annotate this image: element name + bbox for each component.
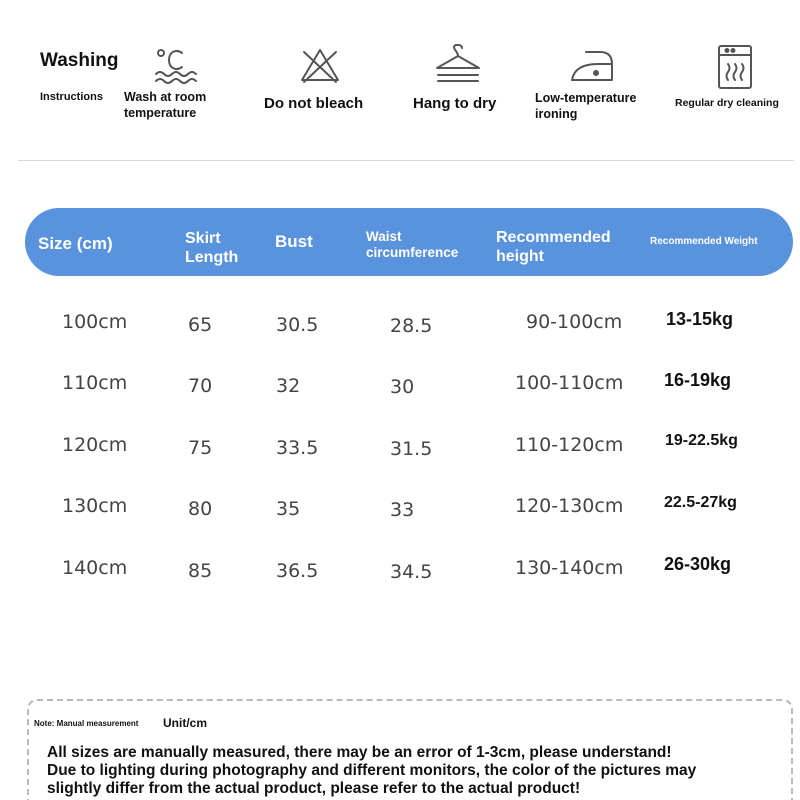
cell-weight: 22.5-27kg [664,494,737,511]
wash-label: Wash at room temperature [124,90,207,120]
cell-waist: 34.5 [390,561,433,583]
cell-waist: 30 [390,376,415,398]
cell-waist: 28.5 [390,315,433,337]
cell-bust: 32 [276,375,301,397]
cell-skirt-length: 70 [188,375,213,397]
cell-height: 90-100cm [526,311,623,333]
cell-size: 130cm [62,495,128,517]
no-bleach-label: Do not bleach [264,95,364,112]
wash-30c-icon [150,46,206,88]
cell-skirt-length: 85 [188,560,213,582]
cell-size: 140cm [62,557,128,579]
cell-weight: 16-19kg [664,370,732,390]
cell-weight: 26-30kg [664,554,732,574]
header-waist: Waist circumference [366,229,459,261]
header-skirt-length: Skirt Length [185,230,239,267]
cell-skirt-length: 75 [188,437,213,459]
cell-height: 100-110cm [515,372,624,394]
cell-size: 100cm [62,311,128,333]
header-recommended-height: Recommended height [496,229,611,266]
note-line: All sizes are manually measured, there may be an error of 1-3cm, please understand! [47,744,672,761]
cell-skirt-length: 80 [188,498,213,520]
dry-clean-label: Regular dry cleaning [675,97,779,109]
cell-weight: 19-22.5kg [665,432,738,449]
cell-bust: 36.5 [276,560,319,582]
cell-weight: 13-15kg [666,309,734,329]
header-recommended-weight: Recommended Weight [650,236,758,247]
dry-clean-icon [716,44,754,90]
low-temp-iron-label: Low-temperature ironing [535,91,637,121]
note-line: Due to lighting during photography and different monitors, the color of the pictures may [47,762,697,779]
no-bleach-icon [298,46,344,86]
cell-bust: 30.5 [276,314,319,336]
note-unit: Unit/cm [163,716,208,730]
cell-height: 130-140cm [515,557,624,579]
cell-height: 110-120cm [515,434,624,456]
hang-dry-label: Hang to dry [413,95,497,112]
cell-height: 120-130cm [515,495,624,517]
note-line: slightly differ from the actual product, please refer to the actual product! [47,780,581,797]
cell-size: 110cm [62,372,128,394]
hang-dry-icon [434,44,482,88]
header-bust: Bust [275,232,313,251]
section-divider [18,160,794,161]
header-size: Size (cm) [38,234,113,253]
note-label: Note: Manual measurement [34,719,139,728]
low-temp-iron-icon [568,46,616,86]
cell-size: 120cm [62,434,128,456]
cell-waist: 31.5 [390,438,433,460]
cell-skirt-length: 65 [188,314,213,336]
cell-bust: 33.5 [276,437,319,459]
washing-title: Washing [40,50,119,71]
cell-waist: 33 [390,499,415,521]
washing-subtitle: Instructions [40,91,103,103]
cell-bust: 35 [276,498,301,520]
